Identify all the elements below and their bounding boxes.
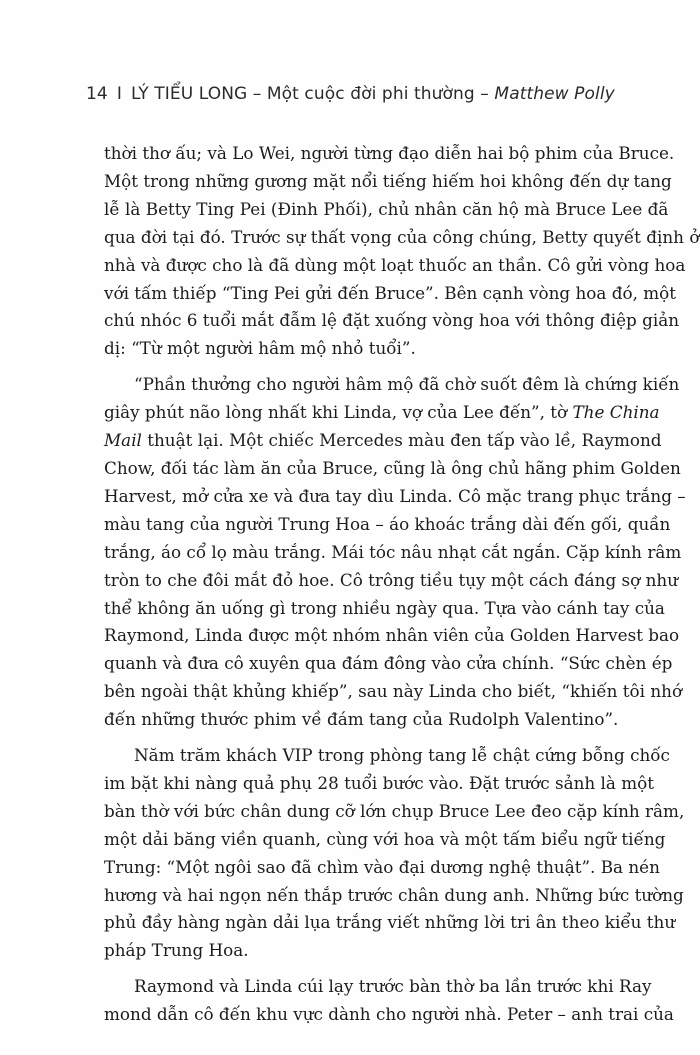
text-line: trắng, áo cổ lọ màu trắng. Mái tóc nâu nhạt cắt ngắn. Cặp kính râm xyxy=(104,541,682,562)
text-line: im bặt khi nàng quả phụ 28 tuổi bước vào. Đặt trước sảnh là một xyxy=(104,772,655,793)
paragraph xyxy=(104,742,685,965)
text-line: Harvest, mở cửa xe và đưa tay dìu Linda. Cô mặc trang phục trắng – xyxy=(104,485,686,506)
text-line: Chow, đối tác làm ăn của Bruce, cũng là ông chủ hãng phim Golden xyxy=(104,457,681,478)
text-line: Năm trăm khách VIP trong phòng tang lễ chật cứng bỗng chốc xyxy=(134,745,670,766)
text-line: hương và hai ngọn nến thắp trước chân dung anh. Những bức tường xyxy=(104,884,684,905)
text-line: Raymond và Linda cúi lạy trước bàn thờ ba lần trước khi Ray xyxy=(134,976,652,997)
text-line: pháp Trung Hoa. xyxy=(104,940,249,961)
text-line: một dải băng viền quanh, cùng với hoa và một tấm biểu ngữ tiếng xyxy=(104,828,666,849)
text-line: tròn to che đôi mắt đỏ hoe. Cô trông tiều tụy một cách đáng sợ như xyxy=(104,569,679,590)
text-line: bàn thờ với bức chân dung cỡ lớn chụp Bruce Lee đeo cặp kính râm, xyxy=(104,800,685,821)
author-name: Matthew Polly xyxy=(494,84,615,104)
text-line: lễ là Betty Ting Pei (Đinh Phối), chủ nhân căn hộ mà Bruce Lee đã xyxy=(104,198,669,219)
text-line: đến những thước phim về đám tang của Rudolph Valentino”. xyxy=(104,709,619,730)
running-header xyxy=(86,84,646,104)
text-line: Mail thuật lại. Một chiếc Mercedes màu đen tấp vào lề, Raymond xyxy=(104,430,662,451)
text-line: “Phần thưởng cho người hâm mộ đã chờ suốt đêm là chứng kiến xyxy=(134,374,680,395)
text-line: thời thơ ấu; và Lo Wei, người từng đạo diễn hai bộ phim của Bruce. xyxy=(104,143,675,163)
text-line: Một trong những gương mặt nổi tiếng hiếm hoi không đến dự tang xyxy=(104,170,672,191)
text-line: Raymond, Linda được một nhóm nhân viên của Golden Harvest bao xyxy=(104,625,680,646)
text-line: với tấm thiếp “Ting Pei gửi đến Bruce”. Bên cạnh vòng hoa đó, một xyxy=(104,282,677,303)
text-line: dị: “Từ một người hâm mộ nhỏ tuổi”. xyxy=(104,338,416,359)
paragraph xyxy=(104,371,686,734)
text-line: nhà và được cho là đã dùng một loạt thuốc an thần. Cô gửi vòng hoa xyxy=(104,254,686,275)
text-line: chú nhóc 6 tuổi mắt đẫm lệ đặt xuống vòng hoa với thông điệp giản xyxy=(104,310,680,331)
text-line: bên ngoài thật khủng khiếp”, sau này Linda cho biết, “khiến tôi nhớ xyxy=(104,681,683,702)
header-separator: I xyxy=(116,84,122,104)
body-text xyxy=(104,140,700,1029)
paragraph xyxy=(104,973,674,1029)
text-line: Trung: “Một ngôi sao đã chìm vào đại dương nghệ thuật”. Ba nén xyxy=(104,856,660,877)
text-line: phủ đầy hàng ngàn dải lụa trắng viết những lời tri ân theo kiểu thư xyxy=(104,912,676,933)
text-line: quanh và đưa cô xuyên qua đám đông vào cửa chính. “Sức chèn ép xyxy=(104,653,673,674)
paragraph xyxy=(104,140,700,363)
page-number: 14 xyxy=(86,84,108,104)
text-line: giây phút não lòng nhất khi Linda, vợ của Lee đến”, tờ The China xyxy=(104,402,660,423)
text-line: màu tang của người Trung Hoa – áo khoác trắng dài đến gối, quần xyxy=(104,513,671,534)
text-line: qua đời tại đó. Trước sự thất vọng của công chúng, Betty quyết định ở xyxy=(104,226,700,247)
text-line: mond dẫn cô đến khu vực dành cho người nhà. Peter – anh trai của xyxy=(104,1004,674,1025)
book-title: LÝ TIỂU LONG – Một cuộc đời phi thường – xyxy=(130,84,489,104)
text-line: thể không ăn uống gì trong nhiều ngày qua. Tựa vào cánh tay của xyxy=(104,597,665,618)
